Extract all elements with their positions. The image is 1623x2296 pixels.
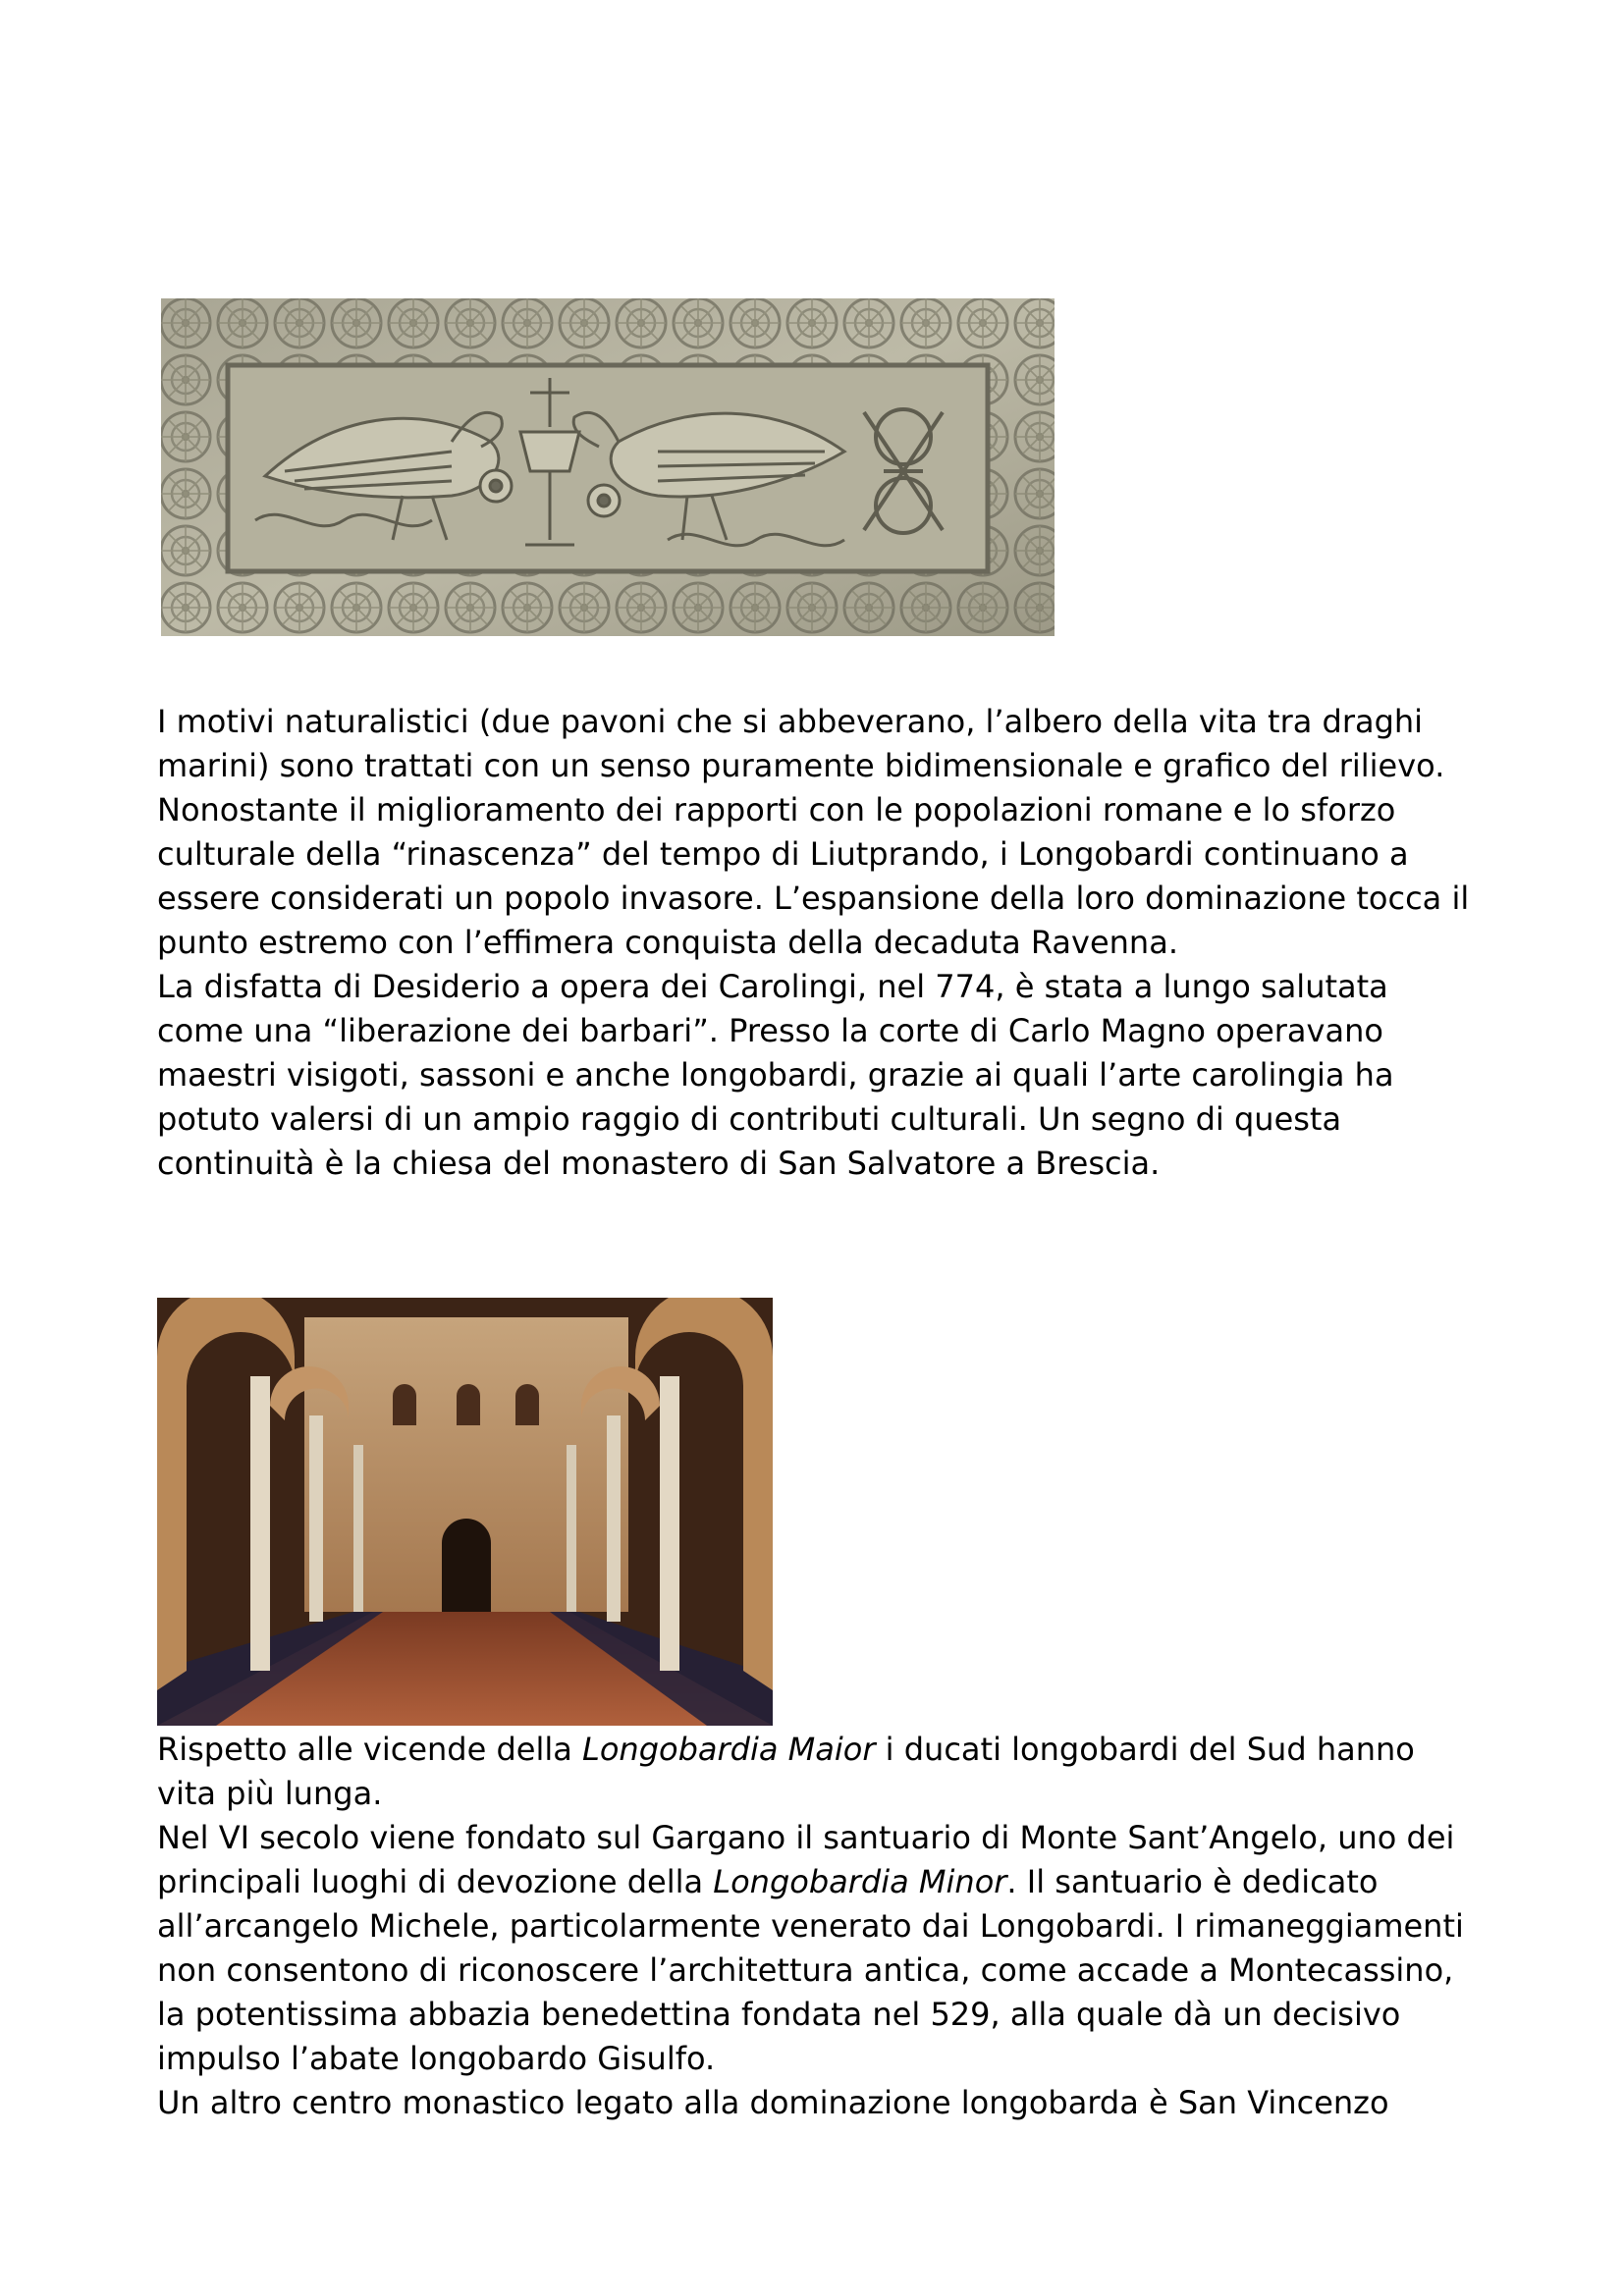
paragraph-southern-duchies: Rispetto alle vicende della Longobardia Maior i ducati longobardi del Sud hanno vita più lunga. (157, 1731, 1415, 1812)
central-doorway (442, 1519, 491, 1612)
paragraph-lombard-invaders: Nonostante il miglioramento dei rapporti con le popolazioni romane e lo sforzo culturale della “rinascenza” del tempo di Liutprando, i Longobardi continuano a essere considerati un popolo invasore. L’espansione della loro dominazione tocca il punto estremo con l’effimera conquista della decaduta Ravenna. (157, 791, 1470, 961)
apse-windows (393, 1384, 539, 1425)
text-block-1 (157, 700, 1473, 1186)
relief-figure (157, 294, 1058, 640)
paragraph-desiderio-defeat: La disfatta di Desiderio a opera dei Carolingi, nel 774, è stata a lungo salutata come una “liberazione dei barbari”. Presso la corte di Carlo Magno operavano maestri visigoti, sassoni e anche longobardi, grazie ai quali l’arte carolingia ha potuto valersi di un ampio raggio di contributi culturali. Un segno di questa continuità è la chiesa del monastero di San Salvatore a Brescia. (157, 968, 1394, 1182)
paragraph-san-vincenzo: Un altro centro monastico legato alla dominazione longobarda è San Vincenzo (157, 2084, 1389, 2121)
paragraph-monte-santangelo: Nel VI secolo viene fondato sul Gargano il santuario di Monte Sant’Angelo, uno dei principali luoghi di devozione della Longobardia Minor. Il santuario è dedicato all’arcangelo Michele, particolarmente venerato dai Longobardi. I rimaneggiamenti non consentono di riconoscere l’architettura antica, come accade a Montecassino, la potentissima abbazia benedettina fondata nel 529, alla quale dà un decisivo impulso l’abate longobardo Gisulfo. (157, 1819, 1464, 2077)
paragraph-naturalistic-motifs: I motivi naturalistici (due pavoni che si abbeverano, l’albero della vita tra draghi marini) sono trattati con un senso puramente bidimensionale e grafico del rilievo. (157, 703, 1445, 784)
church-interior-figure (157, 1298, 773, 1726)
text-block-2 (157, 1728, 1473, 2125)
